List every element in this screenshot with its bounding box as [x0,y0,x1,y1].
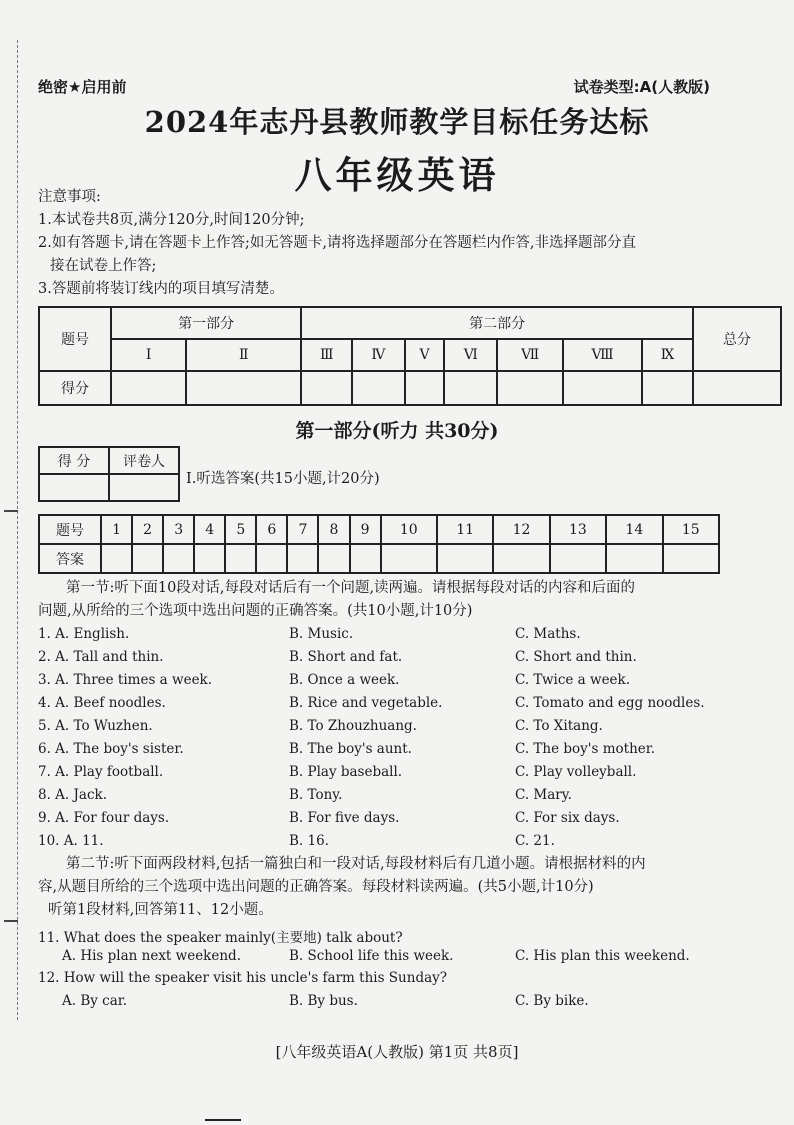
score-cell[interactable] [405,371,445,405]
score-table-total: 总分 [693,307,781,371]
score-cell[interactable] [444,371,497,405]
binding-mark [4,920,18,922]
score-cell[interactable] [301,371,352,405]
answer-cell[interactable] [550,544,606,573]
grader-score-label: 得 分 [39,447,109,474]
score-cell[interactable] [186,371,301,405]
binding-mark [4,510,18,512]
question-option-a: A. By car. [62,993,128,1009]
question-option-b: B. Tony. [289,787,343,803]
question-option-c: C. Tomato and egg noodles. [515,695,705,711]
question-option-a: 3. A. Three times a week. [38,672,213,688]
score-cell[interactable] [563,371,642,405]
answer-number: 2 [132,515,163,544]
question-option-b: B. Short and fat. [289,649,403,665]
score-table-numeral: Ⅴ [405,339,445,371]
answer-cell[interactable] [287,544,318,573]
notes-heading: 注意事项: [38,189,101,205]
question-option-a: 6. A. The boy's sister. [38,741,184,757]
subject-title: 八年级英语 [294,154,500,197]
score-table-numeral: Ⅱ [186,339,301,371]
score-cell[interactable] [642,371,693,405]
answer-cell[interactable] [318,544,349,573]
question-option-c: C. Play volleyball. [515,764,637,780]
page-footer: [八年级英语A(人教版) 第1页 共8页] [275,1043,519,1061]
question-option-a: 10. A. 11. [38,833,104,849]
question-option-c: C. His plan this weekend. [515,948,690,964]
note-item: 3.答题前将装订线内的项目填写清楚。 [38,281,284,297]
question-option-a: 7. A. Play football. [38,764,164,780]
grader-score-cell[interactable] [39,474,109,501]
question-option-c: C. 21. [515,833,555,849]
answer-table-q-label: 题号 [39,515,101,544]
question-option-b: B. Play baseball. [289,764,403,780]
question-option-c: C. Twice a week. [515,672,631,688]
answer-number: 14 [606,515,662,544]
question-option-c: C. Mary. [515,787,572,803]
question-option-b: B. Rice and vegetable. [289,695,443,711]
confidential-label: 绝密★启用前 [38,78,127,96]
score-table-q-label: 题号 [39,307,111,371]
question-12-stem: 12. How will the speaker visit his uncle's farm this Sunday? [38,970,447,986]
question-option-b: B. To Zhouzhuang. [289,718,417,734]
question-option-c: C. Maths. [515,626,581,642]
question-option-a: 2. A. Tall and thin. [38,649,164,665]
question-option-b: B. Once a week. [289,672,400,688]
answer-cell[interactable] [225,544,256,573]
score-table-numeral: Ⅳ [352,339,404,371]
section-b-line: 第二节:听下面两段材料,包括一篇独白和一段对话,每段材料后有几道小题。请根据材料的内 [66,856,646,872]
section-b-line: 容,从题目所给的三个选项中选出问题的正确答案。每段材料读两遍。(共5小题,计10分) [38,879,594,895]
section-a-line: 问题,从所给的三个选项中选出问题的正确答案。(共10小题,计10分) [38,603,473,619]
score-cell[interactable] [497,371,563,405]
answer-number: 10 [381,515,437,544]
answer-table [38,514,720,574]
notes [38,186,782,301]
question-option-b: B. The boy's aunt. [289,741,412,757]
score-table-numeral: Ⅷ [563,339,642,371]
score-table-numeral: Ⅲ [301,339,352,371]
section-a-line: 第一节:听下面10段对话,每段对话后有一个问题,读两遍。请根据每段对话的内容和后面的 [66,580,636,596]
grader-name-label: 评卷人 [109,447,179,474]
question-option-b: B. By bus. [289,993,358,1009]
score-cell-total[interactable] [693,371,781,405]
question-option-c: C. Short and thin. [515,649,637,665]
answer-cell[interactable] [381,544,437,573]
answer-number: 12 [493,515,549,544]
question-option-a: 4. A. Beef noodles. [38,695,166,711]
question-option-a: A. His plan next weekend. [62,948,241,964]
score-table-numeral: Ⅶ [497,339,563,371]
question-option-a: 8. A. Jack. [38,787,107,803]
answer-number: 7 [287,515,318,544]
score-table-numeral: Ⅰ [111,339,186,371]
bottom-rule [205,1119,241,1121]
listen-instruction: 听第1段材料,回答第11、12小题。 [48,902,273,918]
section-a-instructions [38,577,782,623]
question-option-b: B. For five days. [289,810,400,826]
answer-number: 11 [437,515,493,544]
question-option-b: B. Music. [289,626,354,642]
answer-number: 5 [225,515,256,544]
answer-number: 8 [318,515,349,544]
score-cell[interactable] [352,371,404,405]
note-item: 1.本试卷共8页,满分120分,时间120分钟; [38,212,305,228]
answer-cell[interactable] [132,544,163,573]
exam-title: 2024年志丹县教师教学目标任务达标 [144,105,650,139]
score-table-numeral: Ⅵ [444,339,497,371]
answer-cell[interactable] [256,544,287,573]
answer-number: 13 [550,515,606,544]
question-option-c: C. The boy's mother. [515,741,656,757]
answer-cell[interactable] [350,544,381,573]
part1-heading: 第一部分(听力 共30分) [295,420,499,442]
score-table-part1: 第一部分 [111,307,301,339]
answer-cell[interactable] [493,544,549,573]
answer-number: 6 [256,515,287,544]
question-option-c: C. For six days. [515,810,620,826]
answer-cell[interactable] [101,544,132,573]
question-option-a: 5. A. To Wuzhen. [38,718,153,734]
grader-name-cell[interactable] [109,474,179,501]
answer-number: 15 [663,515,719,544]
note-item: 接在试卷上作答; [50,258,157,274]
question-11-stem: 11. What does the speaker mainly(主要地) talk about? [38,930,403,946]
answer-cell[interactable] [194,544,225,573]
answer-cell[interactable] [437,544,493,573]
score-table-numeral: Ⅸ [642,339,693,371]
note-item: 2.如有答题卡,请在答题卡上作答;如无答题卡,请将选择题部分在答题栏内作答,非选择题部分直 [38,235,637,251]
question-option-c: C. To Xitang. [515,718,603,734]
section1-title: Ⅰ.听选答案(共15小题,计20分) [186,471,380,487]
score-table-part2: 第二部分 [301,307,693,339]
question-option-c: C. By bike. [515,993,589,1009]
answer-cell[interactable] [663,544,719,573]
question-option-b: B. School life this week. [289,948,454,964]
answer-cell[interactable] [163,544,194,573]
question-option-b: B. 16. [289,833,329,849]
paper-type: 试卷类型:A(人教版) [573,78,710,96]
answer-number: 4 [194,515,225,544]
answer-number: 9 [350,515,381,544]
score-table-score-label: 得分 [39,371,111,405]
answer-cell[interactable] [606,544,662,573]
section-b-instructions [38,853,782,922]
answer-number: 1 [101,515,132,544]
answer-number: 3 [163,515,194,544]
score-cell[interactable] [111,371,186,405]
grader-box [38,446,180,502]
question-option-a: 1. A. English. [38,626,130,642]
answer-table-a-label: 答案 [39,544,101,573]
score-table [38,306,782,406]
question-option-a: 9. A. For four days. [38,810,170,826]
